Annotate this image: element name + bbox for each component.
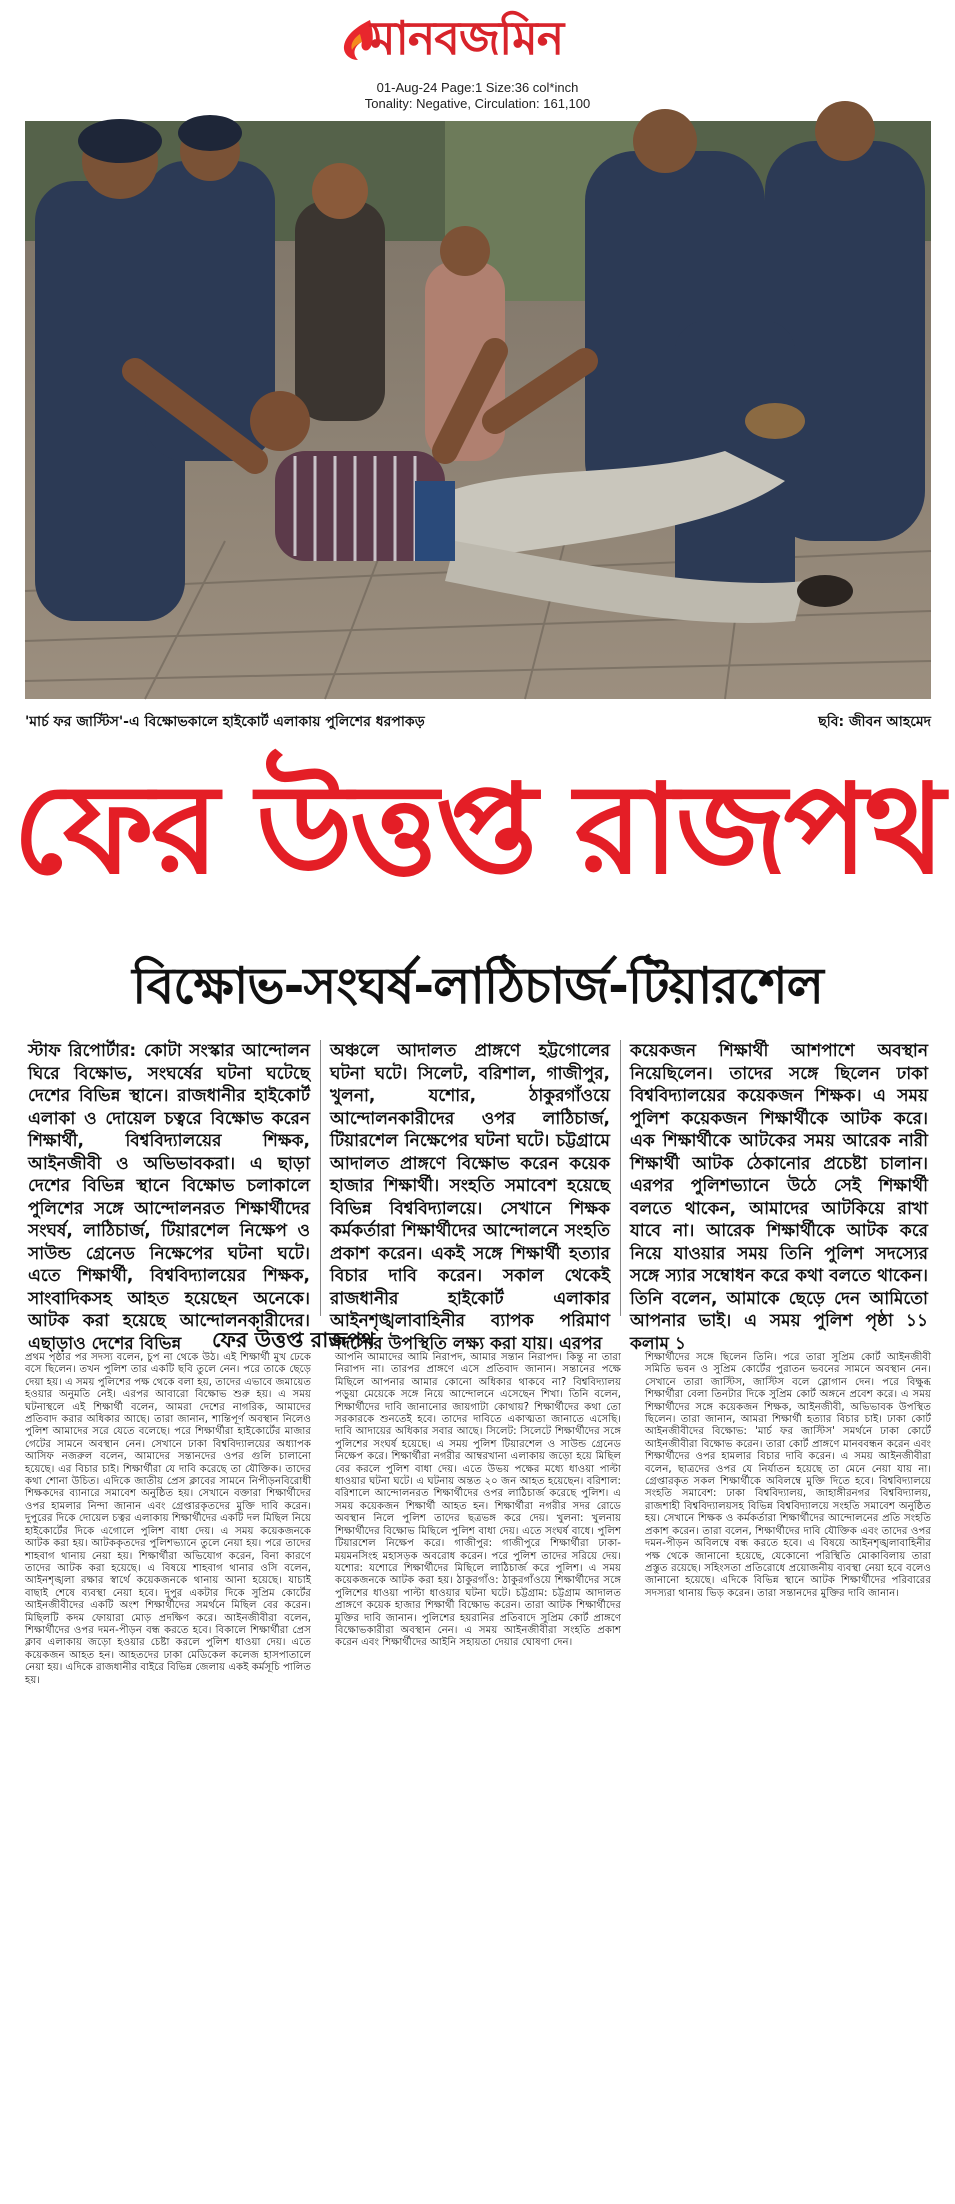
- newspaper-logo: [340, 6, 620, 74]
- photo-caption: 'মার্চ ফর জাস্টিস'-এ বিক্ষোভকালে হাইকোর্ট এলাকায় পুলিশের ধরপাকড়: [25, 714, 425, 730]
- continuation-column-2: আপনি আমাদের আমি নিরাপদ, আমার সন্তান নিরাপদ। কিন্তু না তারা নিরাপদ না। তারপর প্রাঙ্গণে এসে প্রতিবাদ জানান। সন্তানের পক্ষে মিছিলে আপনার আমার কোনো অধিকার থাকবে না? বিশ্ববিদ্যালয় পড়ুয়া মেয়েকে সঙ্গে নিয়ে আন্দোলনে এসেছেন শিখা। তিনি বলেন, শিক্ষার্থীদের দাবি জানানোর জায়গাটা কোথায়? শিক্ষার্থীদের কথা তো সরকারকে শুনতেই হবে। তাদের দাবিতে একাত্মতা জানাতে এসেছি। দাবি আদায়ের অধিকার সবার আছে। সিলেট: সিলেটে শিক্ষার্থীদের সঙ্গে পুলিশের সংঘর্ষ হয়েছে। এ সময় পুলিশ টিয়ারশেল ও সাউন্ড গ্রেনেড নিক্ষেপ করে। শিক্ষার্থীরা নগরীর আম্বরখানা এলাকায় জড়ো হয়ে মিছিল বের করলে পুলিশ বাধা দেয়। এতে উভয় পক্ষের মধ্যে ধাওয়া পাল্টা ধাওয়ার ঘটনা ঘটে। এ ঘটনায় অন্তত ২০ জন আহত হয়েছেন। বরিশাল: বরিশালে আন্দোলনরত শিক্ষার্থীদের ওপর লাঠিচার্জ করেছে পুলিশ। এ সময় কয়েকজন শিক্ষার্থী আহত হন। শিক্ষার্থীরা নগরীর সদর রোডে অবস্থান নিলে পুলিশ তাদের ছত্রভঙ্গ করে দেয়। খুলনা: খুলনায় শিক্ষার্থীদের বিক্ষোভ মিছিলে পুলিশ বাধা দেয়। এতে সংঘর্ষ বাধে। পুলিশ টিয়ারশেল নিক্ষেপ করে। গাজীপুর: গাজীপুরে শিক্ষার্থীরা ঢাকা-ময়মনসিংহ মহাসড়ক অবরোধ করেন। পরে পুলিশ তাদের সরিয়ে দেয়। যশোর: যশোরে শিক্ষার্থীদের মিছিলে লাঠিচার্জ করে পুলিশ। এ সময় কয়েকজনকে আটক করা হয়। ঠাকুরগাঁও: ঠাকুরগাঁওয়ে শিক্ষার্থীদের সঙ্গে পুলিশের ধাওয়া পাল্টা ধাওয়ার ঘটনা ঘটে। চট্টগ্রাম: চট্টগ্রাম আদালত প্রাঙ্গণে কয়েক হাজার শিক্ষার্থী বিক্ষোভ করেন। তারা আটক শিক্ষার্থীদের মুক্তির দাবি জানান। পুলিশের হয়রানির প্রতিবাদে সুপ্রিম কোর্ট প্রাঙ্গণে বিক্ষোভকারীরা অবস্থান নেন। এ সময় আইনজীবীরা সংহতি প্রকাশ করেন এবং শিক্ষার্থীদের আইনি সহায়তা দেয়ার ঘোষণা দেন।: [335, 1352, 621, 1649]
- page-jump: পৃষ্ঠা ১১ কলাম ১: [630, 1311, 928, 1354]
- continuation-column-1: প্রথম পৃষ্ঠার পর সদস্য বলেন, চুপ না থেকে উঠ। এই শিক্ষার্থী মুখ ঢেকে বসে ছিলেন। তখন পুলিশ তার একটি ছবি তুলে নেন। পরে তাকে ছেড়ে দেয়া হয়। এ সময় পুলিশের পক্ষ থেকে বলা হয়, তাদের এভাবে জমায়েত হওয়ার অনুমতি নেই। এরপর আবারো বিক্ষোভ শুরু হয়। এ সময় ঘটনাস্থলে এই শিক্ষার্থী বলেন, আমরা দেশের নাগরিক, আমাদের প্রতিবাদ করার অধিকার আছে। তারা জানান, শান্তিপূর্ণ অবস্থান নিলেও পুলিশ আমাদের সরে যেতে বলেছে। পরে শিক্ষার্থীরা হাইকোর্টের মাজার গেটের সামনে অবস্থান নেন। সেখানে ঢাকা বিশ্ববিদ্যালয়ের অধ্যাপক আসিফ নজরুল বলেন, আমাদের সন্তানদের ওপর গুলি চালানো হয়েছে। এর বিচার চাই। শিক্ষার্থীরা যে দাবি করেছে তা যৌক্তিক। তাদের কথা শোনা উচিত। এদিকে জাতীয় প্রেস ক্লাবের সামনে নিপীড়নবিরোধী শিক্ষকদের ব্যানারে সমাবেশ অনুষ্ঠিত হয়। সেখানে বক্তারা শিক্ষার্থীদের ওপর হামলার নিন্দা জানান এবং গ্রেপ্তারকৃতদের মুক্তি দাবি করেন। দুপুরের দিকে দোয়েল চত্বর এলাকায় শিক্ষার্থীদের একটি দল মিছিল নিয়ে হাইকোর্টের দিকে এগোলে পুলিশ বাধা দেয়। এ সময় কয়েকজনকে আটক করা হয়। আটককৃতদের পুলিশভ্যানে তুলে নেয়া হয়। পরে তাদের শাহবাগ থানায় নেয়া হয়। শিক্ষার্থীরা অভিযোগ করেন, বিনা কারণে তাদের আটক করা হয়েছে। এ বিষয়ে শাহবাগ থানার ওসি বলেন, আইনশৃঙ্খলা রক্ষার স্বার্থে কয়েকজনকে থানায় আনা হয়েছে। যাচাই বাছাই শেষে ব্যবস্থা নেয়া হবে। দুপুর একটার দিকে সুপ্রিম কোর্টের আইনজীবীদের একটি অংশ শিক্ষার্থীদের সমর্থনে মিছিল বের করেন। মিছিলটি কদম ফোয়ারা মোড় প্রদক্ষিণ করে। আইনজীবীরা বলেন, শিক্ষার্থীদের ওপর দমন-পীড়ন বন্ধ করতে হবে। বিকালে শিক্ষার্থীরা প্রেস ক্লাব এলাকায় জড়ো হওয়ার চেষ্টা করলে পুলিশ ধাওয়া দেয়। এতে কয়েকজন আহত হন। আহতদের ঢাকা মেডিকেল কলেজ হাসপাতালে নেয়া হয়। এদিকে রাজধানীর বাইরে বিভিন্ন জেলায় একই কর্মসূচি পালিত হয়।: [25, 1352, 311, 1686]
- continuation-column-3: শিক্ষার্থীদের সঙ্গে ছিলেন তিনি। পরে তারা সুপ্রিম কোর্ট আইনজীবী সমিতি ভবন ও সুপ্রিম কোর্টের পুরাতন ভবনের সামনে অবস্থান নেন। সেখানে তারা জাস্টিস, জাস্টিস বলে স্লোগান দেন। পরে বিক্ষুব্ধ শিক্ষার্থীরা বেলা তিনটার দিকে সুপ্রিম কোর্ট অঙ্গনে প্রবেশ করে। এ সময় শিক্ষার্থীদের সঙ্গে কয়েকজন শিক্ষক, আইনজীবী, অভিভাবক উপস্থিত ছিলেন। তারা জানান, আমরা শিক্ষার্থী হত্যার বিচার চাই। ঢাকা কোর্ট আইনজীবীদের বিক্ষোভ: 'মার্চ ফর জাস্টিস' সমর্থনে ঢাকা কোর্টে আইনজীবীরা বিক্ষোভ করেন। তারা কোর্ট প্রাঙ্গণে মানববন্ধন করেন এবং শিক্ষার্থীদের ওপর হামলার বিচার দাবি করেন। এ সময় আইনজীবীরা বলেন, ছাত্রদের ওপর যে নির্যাতন হয়েছে তা মেনে নেয়া যায় না। গ্রেপ্তারকৃত সকল শিক্ষার্থীকে অবিলম্বে মুক্তি দিতে হবে। বিশ্ববিদ্যালয়ে সংহতি সমাবেশ: ঢাকা বিশ্ববিদ্যালয়, জাহাঙ্গীরনগর বিশ্ববিদ্যালয়, রাজশাহী বিশ্ববিদ্যালয়সহ বিভিন্ন বিশ্ববিদ্যালয়ে সংহতি সমাবেশ অনুষ্ঠিত হয়। সেখানে শিক্ষক ও কর্মকর্তারা শিক্ষার্থীদের আন্দোলনের প্রতি সংহতি প্রকাশ করেন। তারা বলেন, শিক্ষার্থীদের দাবি যৌক্তিক এবং তাদের ওপর দমন-পীড়ন অবিলম্বে বন্ধ করতে হবে। এ বিষয়ে আইনশৃঙ্খলাবাহিনীর পক্ষ থেকে জানানো হয়েছে, যেকোনো পরিস্থিতি মোকাবিলায় তারা প্রস্তুত রয়েছে। সহিংসতা প্রতিরোধে প্রয়োজনীয় ব্যবস্থা নেয়া হবে বলেও জানানো হয়েছে। এদিকে বিভিন্ন স্থানে আটক শিক্ষার্থীদের পরিবারের সদস্যরা থানায় ভিড় করেন। তারা সন্তানদের মুক্তির দাবি জানান।: [645, 1352, 931, 1599]
- column-divider: [320, 1040, 321, 1316]
- lead-column-2: [330, 1040, 610, 1354]
- lead-text-1: কোটা সংস্কার আন্দোলন ঘিরে বিক্ষোভ, সংঘর্ষের ঘটনা ঘটেছে দেশের বিভিন্ন স্থানে। রাজধানীর হাইকোর্ট এলাকা ও দোয়েল চত্বরে বিক্ষোভ করেন শিক্ষার্থী, বিশ্ববিদ্যালয়ের শিক্ষক, আইনজীবী ও অভিভাবকরা। এ ছাড়া দেশের বিভিন্ন স্থানে বিক্ষোভ চলাকালে পুলিশের সঙ্গে আন্দোলনরত শিক্ষার্থীদের সংঘর্ষ, লাঠিচার্জ, টিয়ারশেল নিক্ষেপ ও সাউন্ড গ্রেনেড নিক্ষেপের ঘটনা ঘটে। এতে শিক্ষার্থী, বিশ্ববিদ্যালয়ের শিক্ষক, সাংবাদিকসহ আহত হয়েছেন অনেকে। আটক করা হয়েছে আন্দোলনকারীদের। এছাড়াও দেশের বিভিন্ন: [28, 1041, 311, 1354]
- lead-text-2: অঞ্চলে আদালত প্রাঙ্গণে হট্টগোলের ঘটনা ঘটে। সিলেট, বরিশাল, গাজীপুর, খুলনা, যশোর, ঠাকুরগাঁওয়ে আন্দোলনকারীদের ওপর লাঠিচার্জ, টিয়ারশেল নিক্ষেপের ঘটনা ঘটে। চট্টগ্রামে আদালত প্রাঙ্গণে বিক্ষোভ করেন কয়েক হাজার শিক্ষার্থী। সংহতি সমাবেশ হয়েছে বিভিন্ন বিশ্ববিদ্যালয়ে। সেখানে শিক্ষক কর্মকর্তারা শিক্ষার্থীদের আন্দোলনে সংহতি প্রকাশ করেন। একই সঙ্গে শিক্ষার্থী হত্যার বিচার দাবি করেন। সকাল থেকেই রাজধানীর হাইকোর্ট এলাকার আইনশৃঙ্খলাবাহিনীর ব্যাপক পরিমাণ সদস্যের উপস্থিতি লক্ষ্য করা যায়। এরপর: [330, 1041, 610, 1354]
- news-photo: [25, 121, 931, 699]
- sub-headline: বিক্ষোভ-সংঘর্ষ-লাঠিচার্জ-টিয়ারশেল: [132, 957, 823, 1015]
- publication-meta: 01-Aug-24 Page:1 Size:36 col*inch: [376, 80, 579, 95]
- column-divider: [620, 1040, 621, 1316]
- continuation-title: ফের উত্তপ্ত রাজপথ: [212, 1328, 375, 1352]
- protest-photo-illustration: [25, 121, 931, 699]
- continuation-story: [25, 1352, 931, 2192]
- photo-credit: ছবি: জীবন আহমেদ: [818, 714, 931, 730]
- byline: স্টাফ রিপোর্টার:: [28, 1041, 144, 1061]
- lead-text-3: কয়েকজন শিক্ষার্থী আশপাশে অবস্থান নিয়েছিলেন। তাদের সঙ্গে ছিলেন ঢাকা বিশ্ববিদ্যালয়ের কয়েকজন শিক্ষক। এ সময় পুলিশ কয়েকজন শিক্ষার্থীকে আটক করে। এক শিক্ষার্থীকে আটকের সময় আরেক নারী শিক্ষার্থী আটক ঠেকানোর প্রচেষ্টা চালান। এরপর পুলিশভ্যানে উঠে সেই শিক্ষার্থী বলতে থাকেন, আমাদের আটকিয়ে রাখা যাবে না। আরেক শিক্ষার্থীকে আটক করে নিয়ে যাওয়ার সময় তিনি পুলিশ সদস্যের সঙ্গে স্যার সম্বোধন করে কথা বলতে থাকেন। তিনি বলেন, আমাকে ছেড়ে দেন আমিতো আপনার ভাই। এ সময় পুলিশ: [630, 1041, 928, 1331]
- main-headline: ফের উত্তপ্ত রাজপথ: [12, 758, 943, 902]
- lead-column-3: [630, 1040, 928, 1354]
- masthead: [0, 0, 955, 118]
- logo-text: মানবজমিন: [370, 11, 564, 65]
- tonality-meta: Tonality: Negative, Circulation: 161,100: [364, 96, 591, 111]
